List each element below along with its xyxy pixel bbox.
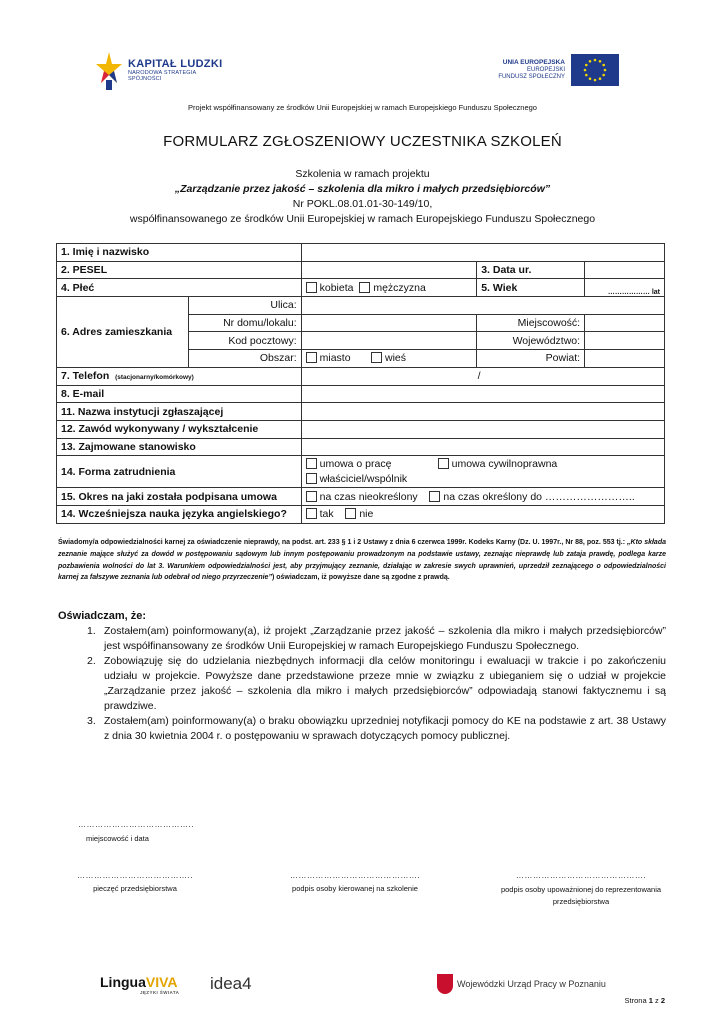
criminal-liability-declaration: [58, 537, 666, 584]
contract-fixed-checkbox[interactable]: [429, 491, 440, 502]
house-number-label: Nr domu/lokalu:: [188, 314, 301, 332]
birth-date-label: 3. Data ur.: [477, 261, 585, 279]
kapital-ludzki-logo: [96, 48, 226, 92]
kapital-ludzki-title: KAPITAŁ LUDZKI: [128, 57, 223, 70]
sex-options: [301, 279, 477, 297]
row-english: [57, 505, 665, 523]
cofinanced-note: Projekt współfinansowany ze środków Unii Europejskiej w ramach Europejskiego Funduszu Społecznego: [188, 103, 537, 112]
civil-contract-checkbox[interactable]: [438, 458, 449, 469]
institution-label: 11. Nazwa instytucji zgłaszającej: [57, 403, 302, 421]
pesel-label: 2. PESEL: [57, 261, 302, 279]
wup-name: Wojewódzki Urząd Pracy w Poznaniu: [457, 979, 606, 989]
sex-female-checkbox[interactable]: [306, 282, 317, 293]
eu-logo-line2: EUROPEJSKI: [526, 66, 565, 73]
area-options: [301, 350, 477, 368]
city-label: Miejscowość:: [477, 314, 585, 332]
county-field[interactable]: [585, 350, 665, 368]
eu-logo-line3: FUNDUSZ SPOŁECZNY: [498, 73, 565, 80]
authorized-dots[interactable]: ……………………………………….: [515, 871, 647, 880]
postal-code-field[interactable]: [301, 332, 477, 350]
stamp-signature: [70, 871, 200, 893]
project-line1: Szkolenia w ramach projektu: [295, 168, 430, 180]
area-village-checkbox[interactable]: [371, 352, 382, 363]
phone-hint: (stacjonarny/komórkowy): [115, 374, 194, 382]
sex-male-checkbox[interactable]: [359, 282, 370, 293]
phone-field[interactable]: [301, 367, 664, 385]
pesel-field[interactable]: [301, 261, 477, 279]
english-label: 14. Wcześniejsza nauka języka angielskiego?: [57, 505, 302, 523]
profession-label: 12. Zawód wykonywany / wykształcenie: [57, 420, 302, 438]
linguaviva-lingua: Lingua: [100, 974, 146, 990]
project-info: [0, 167, 725, 227]
english-yes-checkbox[interactable]: [306, 508, 317, 519]
street-field[interactable]: [301, 297, 664, 315]
kapital-ludzki-subtitle: NARODOWA STRATEGIA SPÓJNOŚCI: [128, 70, 197, 83]
row-street: [57, 297, 665, 315]
statement-number: 2.: [87, 655, 96, 667]
position-field[interactable]: [301, 438, 664, 456]
idea4-logo: idea4: [210, 974, 252, 993]
declaration-part3: ) oświadczam, iż powyższe dane są zgodne z prawdą.: [271, 574, 450, 582]
page-title: FORMULARZ ZGŁOSZENIOWY UCZESTNIKA SZKOLEŃ: [163, 133, 562, 150]
employment-contract-label: umowa o pracę: [319, 457, 392, 470]
project-number: Nr POKL.08.01.01-30-149/10,: [292, 198, 433, 210]
contract-indefinite-checkbox[interactable]: [306, 491, 317, 502]
wup-logo: [437, 974, 606, 994]
linguaviva-subtitle: JĘZYKI ŚWIATA: [140, 990, 180, 995]
linguaviva-viva: VIVA: [145, 974, 178, 990]
project-cofinance: współfinansowanego ze środków Unii Europejskiej w ramach Europejskiego Funduszu Społecznego: [129, 213, 596, 225]
wup-shield-icon: [437, 974, 453, 994]
postal-code-label: Kod pocztowy:: [188, 332, 301, 350]
address-label: 6. Adres zamieszkania: [57, 297, 189, 368]
kapital-ludzki-star-icon: [96, 50, 122, 90]
row-employment: [57, 456, 665, 488]
statement-text: Zobowiązuję się do udzielania niezbędnych informacji dla celów monitoringu i ewaluacji w trakcie i po zakończeniu udziału w projekcie. Powyższe dane przedstawione przeze mnie w związku z ubieganiem się o udział w projekcie „Zarządzanie przez jakość – szkolenia dla mikro i małych przedsiębiorców” odpowiadają stanowi faktycznemu i są prawdziwe.: [104, 655, 666, 712]
page-label: Strona: [624, 996, 647, 1005]
declaration-part1: Świadomy/a odpowiedzialności karnej za oświadczenie nieprawdy, na podst. art. 233 § 1 i 2 Ustawy z dnia 6 czerwca 1999r. Kodeks Karny (Dz. U. 1997r., Nr 88, poz. 553 tj.:: [58, 539, 628, 546]
eu-logo: [498, 54, 619, 86]
statement-number: 1.: [87, 625, 96, 637]
contract-fixed-label: na czas określony do ……………………..: [443, 490, 635, 503]
position-label: 13. Zajmowane stanowisko: [57, 438, 302, 456]
profession-field[interactable]: [301, 420, 664, 438]
city-field[interactable]: [585, 314, 665, 332]
english-options: [301, 505, 664, 523]
area-city-label: miasto: [319, 352, 351, 365]
statements-list: [87, 624, 666, 744]
authorized-signature: [476, 871, 686, 908]
statement-text: Zostałem(am) poinformowany(a), iż projekt „Zarządzanie przez jakość – szkolenia dla mikro i małych przedsiębiorców” jest współfinansowany ze środków Unii Europejskiej w ramach Europejskiego Funduszu Społecznego.: [104, 625, 666, 652]
area-city-checkbox[interactable]: [306, 352, 317, 363]
contract-indefinite-label: na czas nieokreślony: [319, 490, 418, 503]
row-institution: [57, 403, 665, 421]
area-village-label: wieś: [384, 352, 406, 365]
voivodeship-field[interactable]: [585, 332, 665, 350]
sex-male-label: mężczyzna: [373, 281, 426, 294]
project-name: „Zarządzanie przez jakość – szkolenia dla mikro i małych przedsiębiorców”: [174, 183, 551, 195]
participant-dots[interactable]: ……………………………………….: [289, 871, 421, 880]
birth-date-field[interactable]: [585, 261, 665, 279]
institution-field[interactable]: [301, 403, 664, 421]
phone-separator: /: [477, 370, 481, 383]
statement-item: [87, 654, 666, 714]
employment-label: 14. Forma zatrudnienia: [57, 456, 302, 488]
employment-contract-checkbox[interactable]: [306, 458, 317, 469]
authorized-label: podpis osoby upoważnionej do reprezentowania przedsiębiorstwa: [500, 885, 662, 906]
sex-female-label: kobieta: [319, 281, 354, 294]
name-label: 1. Imię i nazwisko: [57, 244, 302, 262]
sex-label: 4. Płeć: [57, 279, 302, 297]
voivodeship-label: Województwo:: [477, 332, 585, 350]
row-profession: [57, 420, 665, 438]
statements-title: Oświadczam, że:: [58, 610, 147, 622]
email-label: 8. E-mail: [57, 385, 302, 403]
owner-checkbox[interactable]: [306, 473, 317, 484]
statement-text: Zostałem(am) poinformowany(a) o braku obowiązku uprzedniej notyfikacji pomocy do KE na podstawie z art. 38 Ustawy z dnia 30 kwietnia 2004 r. o postępowaniu w sprawach dotyczących pomocy publicznej.: [104, 715, 666, 742]
statement-number: 3.: [87, 715, 96, 727]
page-current: 1: [648, 996, 653, 1005]
contract-label: 15. Okres na jaki została podpisana umowa: [57, 488, 302, 506]
row-position: [57, 438, 665, 456]
county-label: Powiat:: [477, 350, 585, 368]
row-pesel: [57, 261, 665, 279]
row-email: [57, 385, 665, 403]
phone-label-text: 7. Telefon: [61, 370, 110, 383]
participant-label: podpis osoby kierowanej na szkolenie: [292, 884, 418, 893]
statement-item: [87, 714, 666, 744]
place-date-dots[interactable]: …………………………………..: [78, 820, 194, 829]
area-label: Obszar:: [188, 350, 301, 368]
page-sep: z: [654, 996, 659, 1005]
age-field[interactable]: ……………… lat: [585, 279, 665, 297]
place-date-signature: [78, 820, 198, 843]
row-contract: [57, 488, 665, 506]
stamp-label: pieczęć przedsiębiorstwa: [93, 884, 177, 893]
linguaviva-logo: [100, 974, 179, 995]
place-date-label: miejscowość i data: [86, 834, 149, 843]
eu-flag-icon: [571, 54, 619, 86]
civil-contract-label: umowa cywilnoprawna: [451, 457, 558, 470]
page-total: 2: [660, 996, 665, 1005]
participant-signature: [270, 871, 440, 893]
declaration-quote: „Kto składa zeznanie mające służyć za dowód w postępowaniu sądowym lub innym postępowaniu prowadzonym na podstawie ustawy, zeznając nieprawdę lub zataja prawdę, podlega karze pozbawienia wolności do lat 3. Warunkiem odpowiedzialności jest, aby przyjmujący zeznanie, działając w zakresie swych uprawnień, uprzedził zeznającego o odpowiedzialności karnej za fałszywe zeznania lub odebrał od niego przyrzeczenie”: [58, 539, 666, 582]
phone-label: [57, 367, 302, 385]
stamp-dots[interactable]: …………………………………..: [77, 871, 193, 880]
contract-options: [301, 488, 664, 506]
owner-label: właściciel/wspólnik: [319, 472, 408, 485]
registration-form-table: [56, 243, 665, 524]
employment-options: [301, 456, 664, 488]
email-field[interactable]: [301, 385, 664, 403]
english-no-label: nie: [359, 508, 374, 521]
english-no-checkbox[interactable]: [345, 508, 356, 519]
row-phone: [57, 367, 665, 385]
english-yes-label: tak: [319, 508, 334, 521]
age-label: 5. Wiek: [477, 279, 585, 297]
page-number: [625, 996, 665, 1005]
row-name: [57, 244, 665, 262]
house-number-field[interactable]: [301, 314, 477, 332]
street-label: Ulica:: [188, 297, 301, 315]
statement-item: [87, 624, 666, 654]
name-field[interactable]: [301, 244, 664, 262]
eu-logo-line1: UNIA EUROPEJSKA: [502, 59, 565, 67]
row-sex: [57, 279, 665, 297]
